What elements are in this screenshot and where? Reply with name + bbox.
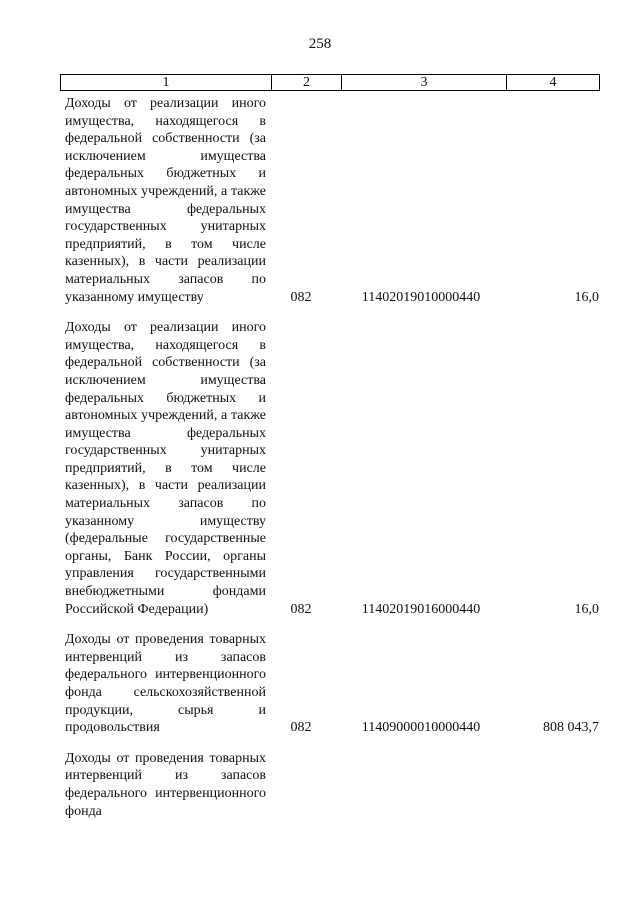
header-col-3: 3 — [342, 75, 507, 91]
table-body — [60, 95, 599, 833]
row-amount: 16,0 — [574, 601, 599, 617]
row-description: Доходы от проведения товарных интервенций из запасов федерального интервенционного фонда сельскохозяйственной продукции, сырья и продовольствия — [65, 632, 266, 736]
column-header-table — [60, 74, 600, 91]
table-row — [60, 750, 599, 820]
header-col-2: 2 — [272, 75, 342, 91]
row-code: 082 — [290, 289, 312, 305]
header-col-1: 1 — [61, 75, 272, 91]
row-description: Доходы от реализации иного имущества, находящегося в федеральной собственности (за исключением имущества федеральных бюджетных и автономных учреждений, а также имущества федеральных государственных унитарных предприятий, в том числе казенных), в части реализации материальных запасов по указанному имуществу — [65, 96, 266, 305]
header-col-4: 4 — [507, 75, 600, 91]
table-row — [60, 631, 599, 737]
table-row — [60, 319, 599, 618]
header-row — [61, 75, 600, 91]
row-kbk: 11409000010000440 — [361, 720, 481, 736]
row-amount: 16,0 — [574, 289, 599, 305]
row-code: 082 — [290, 720, 312, 736]
row-kbk: 11402019016000440 — [361, 601, 481, 617]
row-description: Доходы от реализации иного имущества, находящегося в федеральной собственности (за исключением имущества федеральных бюджетных и автономных учреждений, а также имущества федеральных государственных унитарных предприятий, в том числе казенных), в части реализации материальных запасов по указанному имуществу (федеральные государственные органы, Банк России, органы управления государственными внебюджетными фондами Российской Федерации) — [65, 320, 266, 617]
page-number: 258 — [308, 36, 332, 52]
row-description: Доходы от проведения товарных интервенций из запасов федерального интервенционного фонда — [65, 750, 266, 819]
row-amount: 808 043,7 — [543, 720, 599, 736]
row-code: 082 — [290, 601, 312, 617]
table-row — [60, 95, 599, 306]
row-kbk: 11402019010000440 — [361, 289, 481, 305]
